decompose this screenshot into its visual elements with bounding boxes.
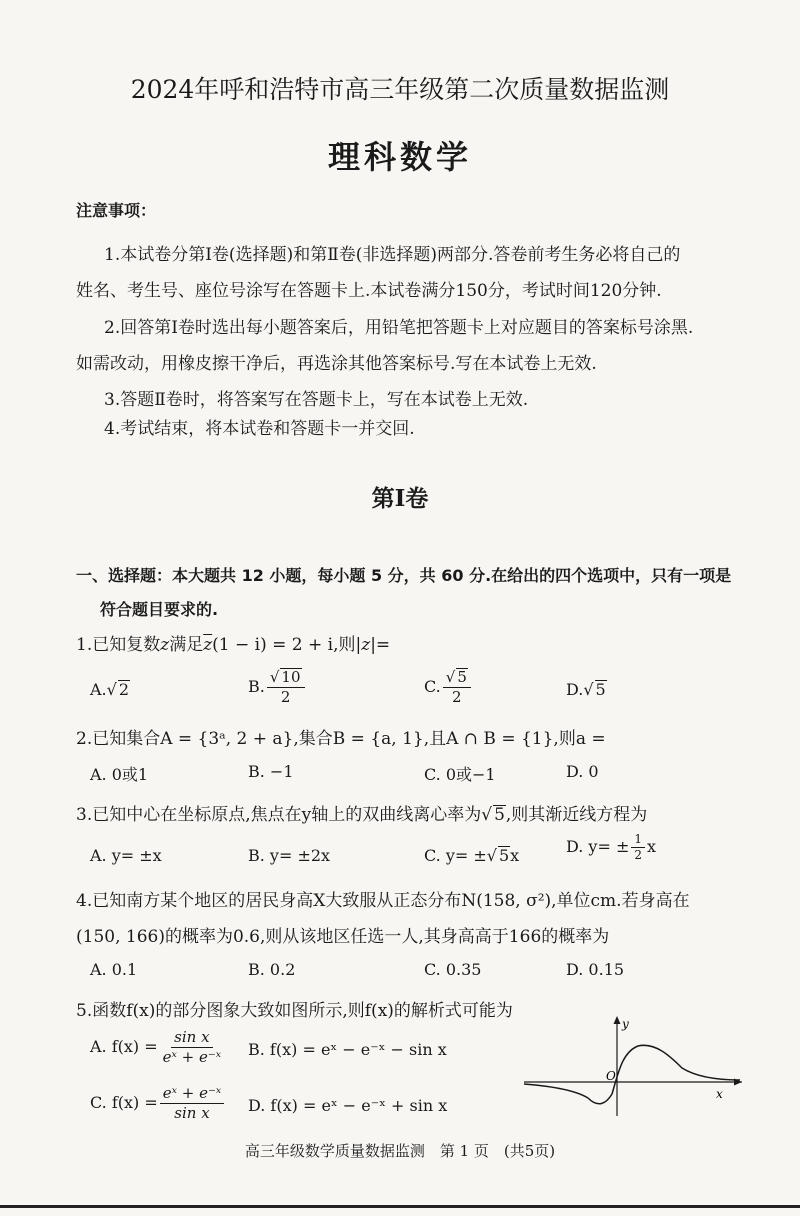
q2-option-b: B. −1 <box>248 762 294 781</box>
question-3-stem: 3.已知中心在坐标原点,焦点在y轴上的双曲线离心率为√ 5,则其渐近线方程为 <box>76 805 648 825</box>
exam-title: 2024年呼和浩特市高三年级第二次质量数据监测 <box>130 75 670 104</box>
q3-option-b: B. y= ±2x <box>248 846 331 865</box>
x-axis-label: x <box>716 1087 723 1101</box>
q4-option-a: A. 0.1 <box>90 960 138 979</box>
y-axis-arrow-icon <box>614 1016 621 1024</box>
q2-option-d: D. 0 <box>566 762 599 781</box>
q1-option-b: B. $\frac{√ 10}{2}$ <box>248 668 307 707</box>
question-4-stem-cont: (150, 166)的概率为0.6,则从该地区任选一人,其身高高于166的概率为 <box>76 927 610 947</box>
q5-function-graph <box>520 1012 750 1122</box>
q1-option-a: A.√ 2 <box>90 680 130 699</box>
volume-title: 第Ⅰ卷 <box>371 485 429 512</box>
notice-line: 如需改动，用橡皮擦干净后，再选涂其他答案标号.写在本试卷上无效. <box>76 354 597 374</box>
question-2-stem: 2.已知集合A = {3ᵃ, 2 + a},集合B = {a, 1},且A ∩ B = {1},则a = <box>76 729 606 749</box>
function-curve <box>524 1045 740 1103</box>
q5-option-c: C. f(x) = $\frac{\text{eˣ + e⁻ˣ}}{\text{sin x}}$ <box>90 1084 226 1123</box>
notice-line: 3.答题Ⅱ卷时，将答案写在答题卡上，写在本试卷上无效. <box>104 390 529 410</box>
q2-option-c: C. 0或−1 <box>424 765 496 784</box>
q1-option-c: C. $\frac{√ 5}{2}$ <box>424 668 473 707</box>
question-1-stem: 1.已知复数z满足$\overline{z}(1 - i) = 2 + i$,则|z|= <box>76 635 391 655</box>
q3-option-c: C. y= ±√ 5x <box>424 846 520 865</box>
notice-heading: 注意事项： <box>76 201 157 220</box>
q5-option-b: B. f(x) = eˣ − e⁻ˣ − sin x <box>248 1040 447 1059</box>
origin-label: O <box>606 1069 616 1083</box>
q4-option-b: B. 0.2 <box>248 960 296 979</box>
notice-line: 2.回答第Ⅰ卷时选出每小题答案后，用铅笔把答题卡上对应题目的答案标号涂黑. <box>104 318 694 338</box>
notice-line: 4.考试结束，将本试卷和答题卡一并交回. <box>104 419 415 439</box>
y-axis-label: y <box>622 1017 629 1031</box>
notice-line: 1.本试卷分第Ⅰ卷(选择题)和第Ⅱ卷(非选择题)两部分.答卷前考生务必将自己的 <box>104 245 681 265</box>
q2-option-a: A. 0或1 <box>90 765 149 784</box>
q5-option-d: D. f(x) = eˣ − e⁻ˣ + sin x <box>248 1096 448 1115</box>
section-heading-cont: 符合题目要求的. <box>100 600 219 619</box>
question-5-stem: 5.函数f(x)的部分图象大致如图所示,则f(x)的解析式可能为 <box>76 1001 513 1021</box>
q5-option-a: A. f(x) = $\frac{\text{sin x}}{\text{eˣ + e⁻ˣ}}$ <box>90 1028 222 1066</box>
q1-option-d: D.√ 5 <box>566 680 606 699</box>
bottom-rule <box>0 1205 800 1208</box>
notice-line: 姓名、考生号、座位号涂写在答题卡上.本试卷满分150分，考试时间120分钟. <box>76 281 662 301</box>
q4-option-d: D. 0.15 <box>566 960 625 979</box>
q3-option-a: A. y= ±x <box>90 846 162 865</box>
q4-option-c: C. 0.35 <box>424 960 482 979</box>
q3-option-d: D. y= ± $\frac{1}{2}$ x <box>566 832 657 862</box>
page-footer: 高三年级数学质量数据监测 第 1 页 (共5页) <box>244 1142 556 1160</box>
question-4-stem: 4.已知南方某个地区的居民身高X大致服从正态分布N(158, σ²),单位cm.若身高在 <box>76 891 690 911</box>
subject-title: 理科数学 <box>327 138 472 176</box>
section-heading: 一、选择题：本大题共 12 小题，每小题 5 分，共 60 分.在给出的四个选项中，只有一项是 <box>76 566 732 585</box>
